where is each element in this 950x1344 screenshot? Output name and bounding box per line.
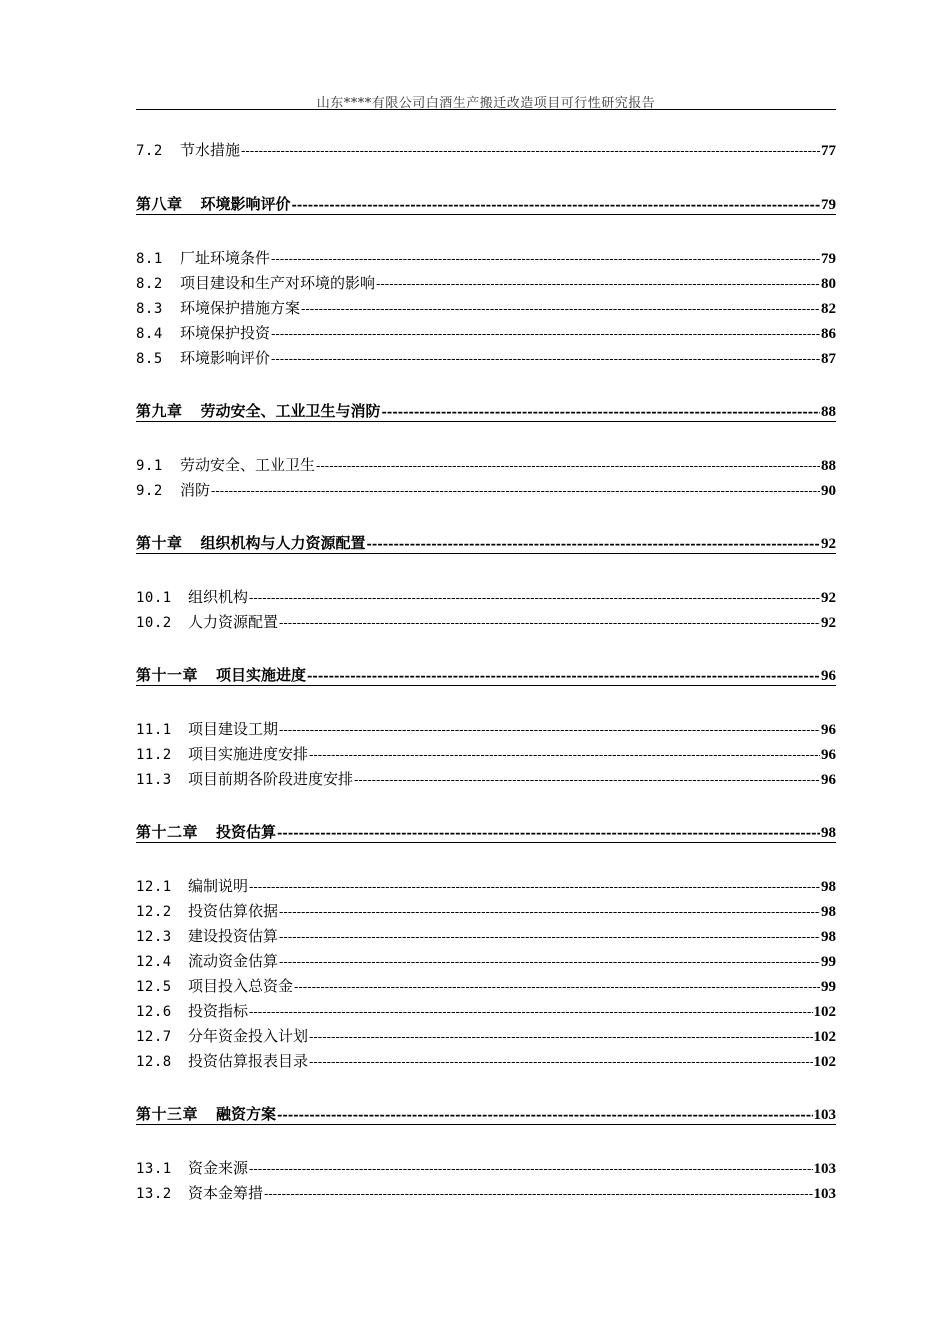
toc-page-number: 77 — [821, 143, 836, 159]
toc-entry-number: 8.4 — [136, 326, 163, 342]
toc-page-number: 96 — [821, 668, 836, 684]
toc-dot-leader — [211, 480, 820, 502]
toc-entry-number: 第九章 — [136, 402, 183, 420]
toc-page-number: 82 — [821, 301, 836, 317]
toc-entry-title: 融资方案 — [216, 1105, 277, 1123]
toc-section-entry[interactable] — [136, 140, 836, 160]
toc-section-entry[interactable] — [136, 926, 836, 946]
toc-entry-number: 10.2 — [136, 615, 172, 631]
toc-dot-leader — [309, 744, 820, 766]
toc-entry-title: 资金来源 — [188, 1159, 249, 1177]
toc-page-number: 98 — [821, 904, 836, 920]
toc-dot-leader — [354, 769, 820, 791]
toc-entry-number: 第十章 — [136, 534, 183, 552]
toc-section-entry[interactable] — [136, 769, 836, 789]
toc-entry-number: 11.2 — [136, 747, 172, 763]
toc-entry-title: 项目建设和生产对环境的影响 — [180, 274, 376, 292]
toc-section-entry[interactable] — [136, 1158, 836, 1178]
toc-dot-leader — [279, 951, 820, 973]
toc-page-number: 90 — [821, 483, 836, 499]
toc-entry-number: 12.5 — [136, 979, 172, 995]
toc-entry-title: 项目实施进度安排 — [188, 745, 309, 763]
toc-entry-title: 项目建设工期 — [188, 720, 279, 738]
toc-page-number: 98 — [821, 825, 836, 841]
toc-dot-leader — [292, 194, 820, 216]
toc-entry-title: 厂址环境条件 — [180, 249, 271, 267]
toc-entry-title: 分年资金投入计划 — [188, 1027, 309, 1045]
toc-entry-number: 10.1 — [136, 590, 172, 606]
toc-entry-title: 环境保护投资 — [180, 324, 271, 342]
toc-dot-leader — [309, 1026, 812, 1048]
toc-dot-leader — [264, 1183, 812, 1205]
toc-page-number: 99 — [821, 954, 836, 970]
toc-entry-number: 9.2 — [136, 483, 163, 499]
toc-entry-number: 第十一章 — [136, 666, 199, 684]
toc-entry-number: 7.2 — [136, 143, 163, 159]
toc-page-number: 92 — [821, 590, 836, 606]
toc-chapter-entry[interactable] — [136, 401, 836, 422]
toc-entry-number: 第十三章 — [136, 1105, 199, 1123]
header-divider — [136, 109, 836, 110]
toc-section-entry[interactable] — [136, 273, 836, 293]
toc-section-entry[interactable] — [136, 1001, 836, 1021]
toc-entry-title: 节水措施 — [180, 141, 241, 159]
toc-entry-title: 组织机构与人力资源配置 — [200, 534, 366, 552]
toc-section-entry[interactable] — [136, 248, 836, 268]
toc-page-number: 103 — [813, 1186, 836, 1202]
toc-entry-title: 劳动安全、工业卫生与消防 — [200, 402, 381, 420]
toc-entry-title: 组织机构 — [188, 588, 249, 606]
toc-entry-number: 12.3 — [136, 929, 172, 945]
toc-entry-title: 项目实施进度 — [216, 666, 307, 684]
toc-page-number: 99 — [821, 979, 836, 995]
toc-page-number: 87 — [821, 351, 836, 367]
toc-entry-number: 12.2 — [136, 904, 172, 920]
toc-entry-title: 资本金筹措 — [188, 1184, 264, 1202]
toc-dot-leader — [382, 401, 820, 423]
toc-section-entry[interactable] — [136, 1051, 836, 1071]
toc-dot-leader — [279, 901, 820, 923]
toc-page-number: 96 — [821, 772, 836, 788]
toc-dot-leader — [271, 323, 820, 345]
toc-section-entry[interactable] — [136, 1026, 836, 1046]
toc-dot-leader — [367, 533, 820, 555]
toc-dot-leader — [241, 140, 820, 162]
toc-dot-leader — [376, 273, 820, 295]
toc-dot-leader — [309, 1051, 812, 1073]
toc-page-number: 88 — [821, 458, 836, 474]
toc-page-number: 103 — [813, 1107, 836, 1123]
toc-dot-leader — [249, 1001, 812, 1023]
toc-entry-number: 8.5 — [136, 351, 163, 367]
toc-entry-title: 劳动安全、工业卫生 — [180, 456, 316, 474]
toc-page-number: 96 — [821, 722, 836, 738]
toc-entry-title: 项目前期各阶段进度安排 — [188, 770, 354, 788]
toc-page-number: 98 — [821, 879, 836, 895]
toc-page-number: 102 — [813, 1054, 836, 1070]
toc-entry-number: 12.1 — [136, 879, 172, 895]
toc-entry-number: 8.3 — [136, 301, 163, 317]
toc-page-number: 79 — [821, 251, 836, 267]
toc-entry-number: 9.1 — [136, 458, 163, 474]
toc-dot-leader — [279, 926, 820, 948]
toc-entry-number: 12.8 — [136, 1054, 172, 1070]
toc-dot-leader — [271, 348, 820, 370]
toc-dot-leader — [249, 587, 820, 609]
toc-dot-leader — [277, 822, 820, 844]
toc-section-entry[interactable] — [136, 348, 836, 368]
toc-dot-leader — [279, 719, 820, 741]
toc-dot-leader — [277, 1104, 812, 1126]
toc-entry-title: 流动资金估算 — [188, 952, 279, 970]
toc-entry-title: 投资估算报表目录 — [188, 1052, 309, 1070]
toc-page-number: 88 — [821, 404, 836, 420]
toc-page-number: 103 — [813, 1161, 836, 1177]
toc-section-entry[interactable] — [136, 323, 836, 343]
toc-section-entry[interactable] — [136, 480, 836, 500]
toc-entry-number: 8.1 — [136, 251, 163, 267]
toc-entry-title: 环境影响评价 — [180, 349, 271, 367]
toc-page-number: 86 — [821, 326, 836, 342]
toc-page-number: 98 — [821, 929, 836, 945]
toc-section-entry[interactable] — [136, 876, 836, 896]
toc-page-number: 92 — [821, 615, 836, 631]
toc-entry-title: 环境影响评价 — [200, 195, 291, 213]
toc-page-number: 102 — [813, 1029, 836, 1045]
toc-entry-title: 环境保护措施方案 — [180, 299, 301, 317]
toc-dot-leader — [301, 298, 820, 320]
toc-dot-leader — [307, 665, 820, 687]
toc-dot-leader — [271, 248, 820, 270]
toc-entry-number: 13.2 — [136, 1186, 172, 1202]
toc-chapter-entry[interactable] — [136, 665, 836, 686]
toc-entry-number: 11.1 — [136, 722, 172, 738]
toc-chapter-entry[interactable] — [136, 194, 836, 215]
toc-entry-number: 13.1 — [136, 1161, 172, 1177]
toc-chapter-entry[interactable] — [136, 822, 836, 843]
toc-section-entry[interactable] — [136, 976, 836, 996]
toc-entry-title: 建设投资估算 — [188, 927, 279, 945]
toc-page-number: 102 — [813, 1004, 836, 1020]
toc-section-entry[interactable] — [136, 719, 836, 739]
toc-section-entry[interactable] — [136, 587, 836, 607]
toc-entry-title: 投资估算 — [216, 823, 277, 841]
toc-entry-title: 项目投入总资金 — [188, 977, 294, 995]
toc-section-entry[interactable] — [136, 901, 836, 921]
toc-entry-number: 8.2 — [136, 276, 163, 292]
toc-section-entry[interactable] — [136, 744, 836, 764]
toc-entry-number: 12.4 — [136, 954, 172, 970]
toc-entry-number: 11.3 — [136, 772, 172, 788]
toc-entry-title: 人力资源配置 — [188, 613, 279, 631]
toc-entry-number: 12.7 — [136, 1029, 172, 1045]
page-header: 山东****有限公司白酒生产搬迁改造项目可行性研究报告 — [316, 96, 656, 111]
toc-section-entry[interactable] — [136, 1183, 836, 1203]
toc-page-number: 79 — [821, 197, 836, 213]
toc-page-number: 96 — [821, 747, 836, 763]
toc-section-entry[interactable] — [136, 612, 836, 632]
toc-section-entry[interactable] — [136, 951, 836, 971]
toc-entry-title: 投资指标 — [188, 1002, 249, 1020]
toc-entry-title: 消防 — [180, 481, 211, 499]
toc-entry-number: 第八章 — [136, 195, 183, 213]
toc-section-entry[interactable] — [136, 298, 836, 318]
toc-dot-leader — [279, 612, 820, 634]
toc-dot-leader — [249, 1158, 812, 1180]
toc-dot-leader — [294, 976, 820, 998]
toc-chapter-entry[interactable] — [136, 533, 836, 554]
toc-entry-number: 12.6 — [136, 1004, 172, 1020]
toc-page-number: 92 — [821, 536, 836, 552]
toc-entry-title: 投资估算依据 — [188, 902, 279, 920]
toc-page-number: 80 — [821, 276, 836, 292]
toc-entry-title: 编制说明 — [188, 877, 249, 895]
toc-chapter-entry[interactable] — [136, 1104, 836, 1125]
toc-entry-number: 第十二章 — [136, 823, 199, 841]
toc-section-entry[interactable] — [136, 455, 836, 475]
toc-dot-leader — [316, 455, 820, 477]
toc-dot-leader — [249, 876, 820, 898]
